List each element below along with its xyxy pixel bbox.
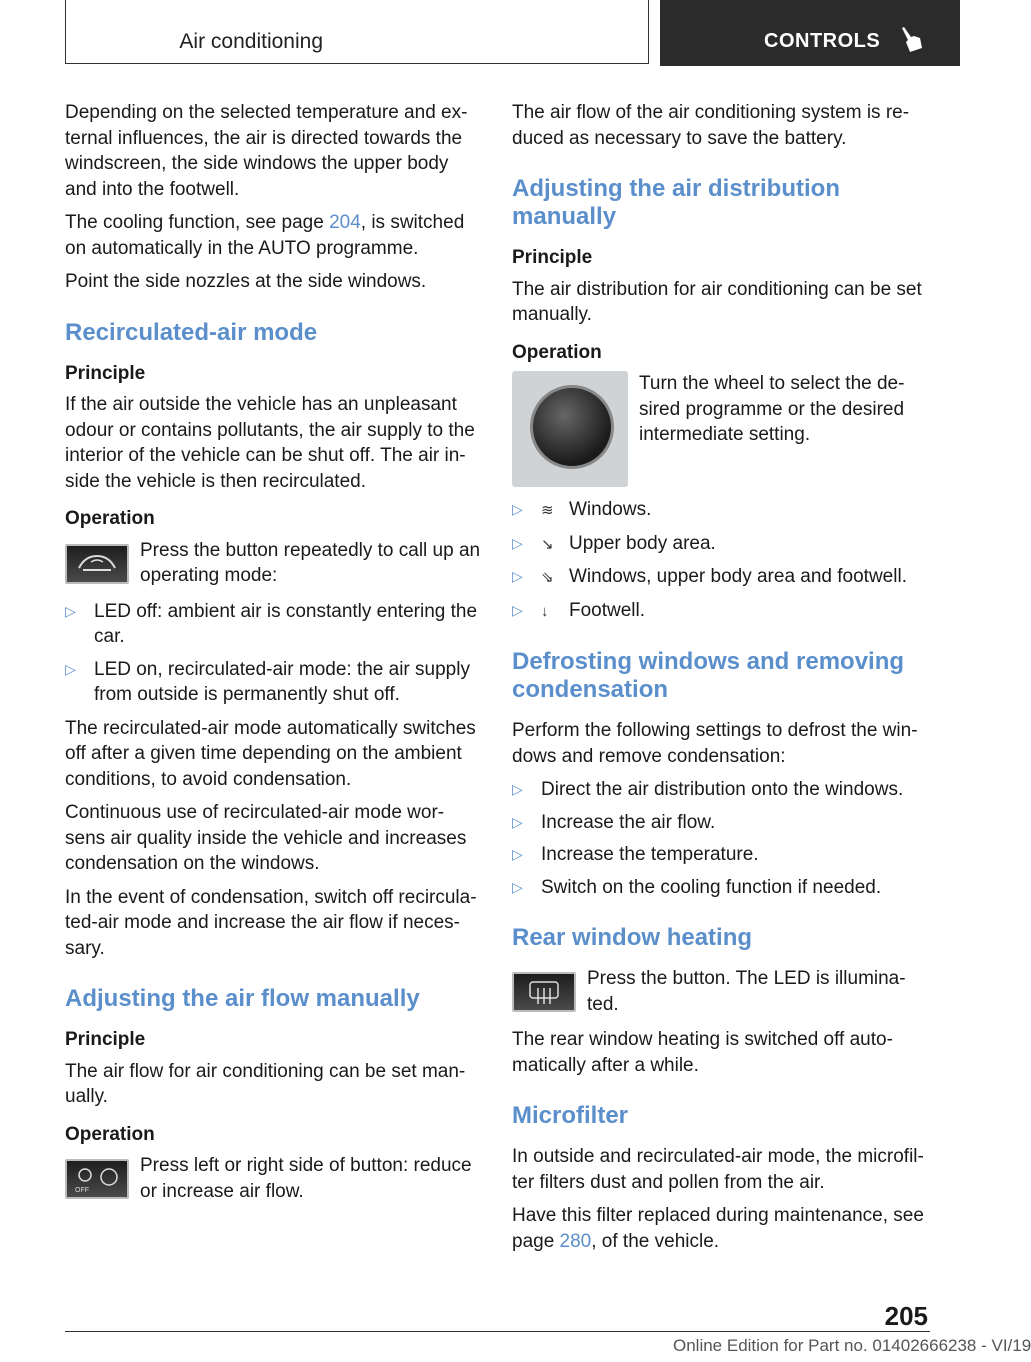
wheel-knob (530, 385, 614, 469)
fan-button-image (65, 1159, 129, 1199)
recirculation-button-image (65, 544, 129, 584)
paragraph: The air flow of the air conditioning system is re-duced as necessary to save the battery. (512, 102, 910, 149)
operation-text: Press the button. The LED is illumina-ted. (587, 968, 906, 1015)
text: , of the vehicle. (591, 1230, 720, 1252)
triangle-bullet-icon: ▷ (65, 660, 76, 677)
triangle-bullet-icon: ▷ (512, 781, 523, 797)
paragraph: Point the side nozzles at the side windows. (65, 271, 427, 292)
paragraph: The rear window heating is switched off auto-matically after a while. (512, 1029, 893, 1076)
text: , is switched on automatically in the AUTO programme. (65, 212, 465, 259)
paragraph: The air flow for air conditioning can be set man-ually. (65, 1060, 466, 1107)
paragraph: The air distribution for air conditioning can be set manually. (512, 278, 922, 325)
list-item (512, 842, 930, 868)
distribution-list (512, 497, 930, 624)
list-item-text: Windows, upper body area and footwell. (569, 566, 907, 587)
triangle-bullet-icon: ▷ (512, 846, 523, 862)
page-link-280[interactable]: 280 (559, 1230, 592, 1252)
right-column (512, 100, 930, 1262)
list-item-text: Increase the temperature. (541, 844, 759, 865)
list-item (512, 777, 930, 803)
subheading-principle: Principle (65, 362, 146, 384)
paragraph: The recirculated-air mode automatically switches off after a given time depending on the ambient conditions, to avoid condensation. (65, 717, 476, 790)
triangle-bullet-icon: ▷ (512, 878, 523, 895)
footer-divider (65, 1331, 930, 1332)
page-header (0, 0, 960, 66)
triangle-bullet-icon: ▷ (512, 813, 523, 830)
heading-adjusting-air-distribution: Adjusting the air distribution manually (512, 175, 840, 230)
heading-rear-window-heating: Rear window heating (512, 924, 753, 951)
paragraph (512, 1203, 930, 1254)
list-item-text: Upper body area. (569, 532, 716, 554)
page-number: 205 (884, 1301, 928, 1331)
windscreen-icon: ≋ (541, 502, 554, 519)
list-item (65, 657, 483, 708)
header-section-box (65, 0, 649, 64)
subheading-principle: Principle (512, 247, 593, 268)
list-item-text: LED off: ambient air is constantly entering the car. (94, 600, 478, 647)
heading-microfilter: Microfilter (512, 1102, 629, 1129)
upper-body-footwell-icon: ⇘ (541, 569, 554, 586)
triangle-bullet-icon: ▷ (65, 602, 76, 619)
list-item-text: Increase the air flow. (541, 811, 716, 833)
list-item-text: Footwell. (569, 599, 646, 621)
subheading-operation: Operation (65, 508, 155, 529)
heading-adjusting-air-flow: Adjusting the air flow manually (65, 985, 420, 1012)
operation-text: Press left or right side of button: reduce or increase air flow. (140, 1155, 472, 1202)
recirc-mode-list (65, 599, 483, 708)
upper-body-icon: ↘ (541, 535, 554, 553)
list-item (512, 810, 930, 836)
footer-edition: Online Edition for Part no. 01402666238 - VI/19 (673, 1336, 1031, 1355)
air-distribution-wheel-image (512, 371, 628, 487)
paragraph: If the air outside the vehicle has an unpleasant odour or contains pollutants, the air supply to the interior of the vehicle can be shut off. The air in-side the vehicle is then recirculated. (65, 394, 475, 492)
heading-recirculated-air-mode: Recirculated-air mode (65, 318, 318, 346)
list-item-text: Switch on the cooling function if needed. (541, 876, 882, 898)
triangle-bullet-icon: ▷ (512, 501, 523, 517)
rear-window-heating-button-image (512, 972, 576, 1012)
list-item (512, 531, 930, 558)
text: Have this filter replaced during maintenance, see page (512, 1205, 924, 1252)
triangle-bullet-icon: ▷ (512, 601, 523, 618)
pointing-hand-icon (898, 26, 924, 54)
paragraph: Continuous use of recirculated-air mode wor-sens air quality inside the vehicle and increases condensation on the windows. (65, 802, 467, 874)
triangle-bullet-icon: ▷ (512, 568, 523, 584)
paragraph: Depending on the selected temperature and ex-ternal influences, the air is directed towards the windscreen, the side windows the upper body and into the footwell. (65, 102, 468, 200)
defrost-list (512, 777, 930, 900)
operation-text: Turn the wheel to select the de-sired programme or the desired intermediate setting. (639, 373, 905, 445)
subheading-principle: Principle (65, 1029, 146, 1050)
left-column (65, 100, 483, 1214)
paragraph (65, 210, 483, 261)
text: The cooling function, see page (65, 212, 330, 233)
svg-text:OFF: OFF (75, 1187, 89, 1194)
list-item (512, 564, 930, 591)
footwell-icon: ↓ (541, 602, 549, 620)
page-link-204[interactable]: 204 (329, 212, 361, 233)
header-chapter-title: CONTROLS (764, 30, 881, 52)
paragraph: In the event of condensation, switch off recircula-ted-air mode and increase the air flow if neces-sary. (65, 886, 477, 959)
list-item (512, 875, 930, 901)
subheading-operation: Operation (512, 341, 602, 363)
list-item-text: Windows. (569, 499, 652, 520)
header-chapter-tab (660, 0, 960, 66)
subheading-operation: Operation (65, 1123, 155, 1145)
paragraph: Perform the following settings to defrost the win-dows and remove condensation: (512, 720, 918, 767)
operation-text: Press the button repeatedly to call up an operating mode: (140, 539, 481, 586)
list-item (65, 599, 483, 650)
list-item-text: LED on, recirculated-air mode: the air supply from outside is permanently shut off. (94, 658, 470, 705)
triangle-bullet-icon: ▷ (512, 534, 523, 551)
operation-row (512, 966, 930, 1017)
list-item (512, 598, 930, 625)
header-section-title: Air conditioning (179, 30, 323, 53)
list-item (512, 497, 930, 524)
operation-row (65, 1153, 483, 1204)
operation-row (65, 538, 483, 589)
paragraph: In outside and recirculated-air mode, the microfil-ter filters dust and pollen from the air. (512, 1146, 924, 1193)
list-item-text: Direct the air distribution onto the windows. (541, 779, 904, 800)
operation-row (512, 371, 930, 487)
heading-defrosting-windows: Defrosting windows and removing condensation (512, 648, 905, 703)
